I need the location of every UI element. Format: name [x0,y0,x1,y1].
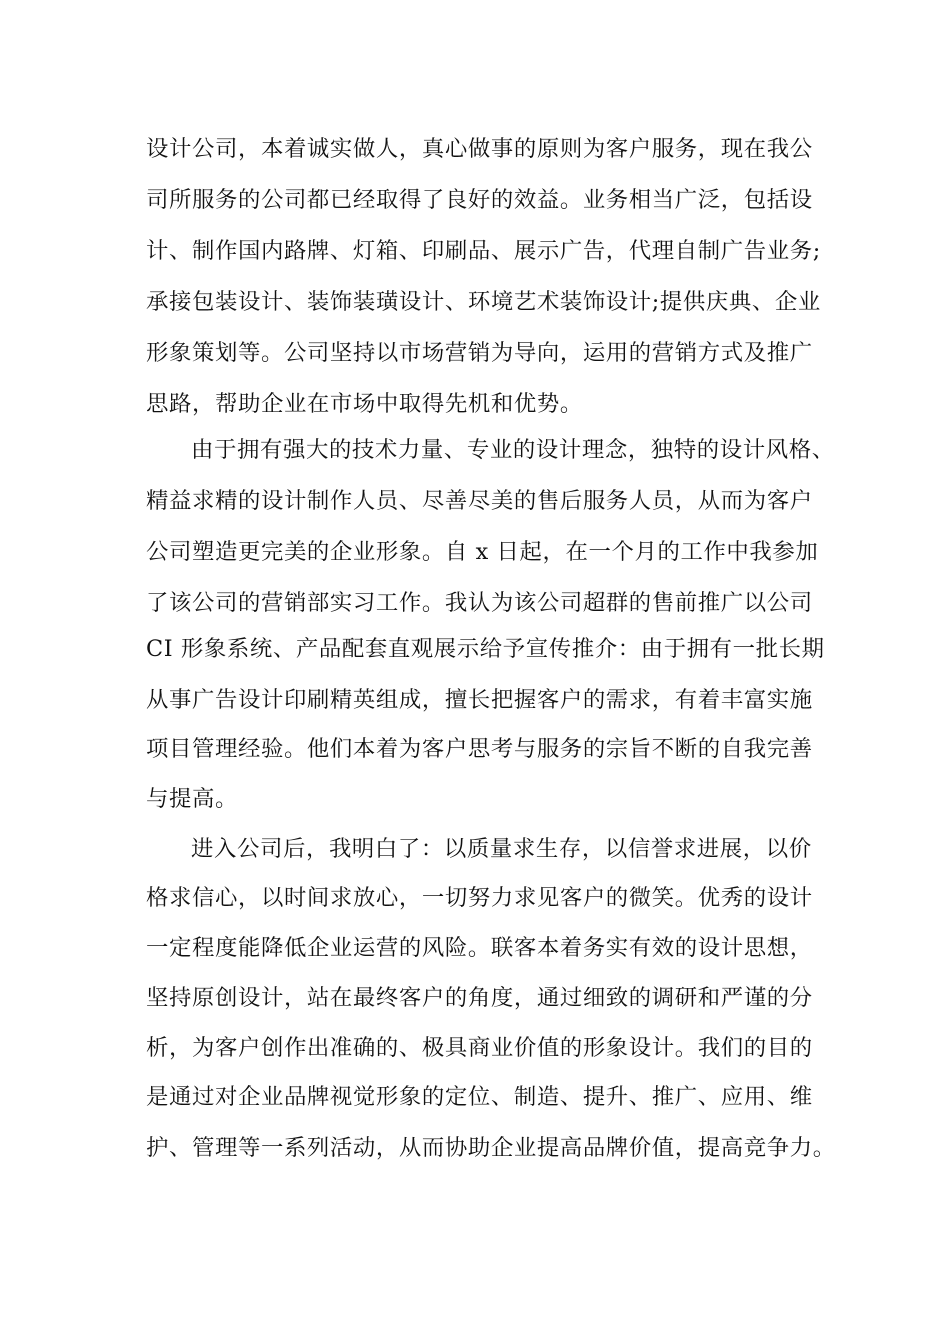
p2-line-2: 精益求精的设计制作人员、尽善尽美的售后服务人员，从而为客户 [146,488,813,514]
p3-line-1: 进入公司后，我明白了：以质量求生存，以信誉求进展，以价 [191,836,812,862]
p2-line-8: 与提高。 [146,786,238,812]
p3-line-5: 析，为客户创作出准确的、极具商业价值的形象设计。我们的目的 [146,1035,813,1061]
p3-line-3: 一定程度能降低企业运营的风险。联客本着务实有效的设计思想， [146,935,813,961]
p1-line-6: 思路，帮助企业在市场中取得先机和优势。 [146,391,583,417]
p2-line-1: 由于拥有强大的技术力量、专业的设计理念，独特的设计风格、 [191,437,835,463]
p1-line-3: 计、制作国内路牌、灯箱、印刷品、展示广告，代理自制广告业务; [146,238,821,264]
p2-line-3: 公司塑造更完美的企业形象。自 x 日起，在一个月的工作中我参加 [146,539,819,565]
p3-line-7: 护、管理等一系列活动，从而协助企业提高品牌价值，提高竞争力。 [146,1135,836,1161]
p1-line-4: 承接包装设计、装饰装璜设计、环境艺术装饰设计;提供庆典、企业 [146,289,821,315]
p2-line-7: 项目管理经验。他们本着为客户思考与服务的宗旨不断的自我完善 [146,736,813,762]
p3-line-4: 坚持原创设计，站在最终客户的角度，通过细致的调研和严谨的分 [146,985,813,1011]
p3-line-2: 格求信心，以时间求放心，一切努力求见客户的微笑。优秀的设计 [146,885,813,911]
p2-line-6: 从事广告设计印刷精英组成，擅长把握客户的需求，有着丰富实施 [146,687,813,713]
p1-line-2: 司所服务的公司都已经取得了良好的效益。业务相当广泛，包括设 [146,187,813,213]
p1-line-1: 设计公司，本着诚实做人，真心做事的原则为客户服务，现在我公 [146,136,813,162]
p2-line-4: 了该公司的营销部实习工作。我认为该公司超群的售前推广以公司 [146,590,813,616]
p1-line-5: 形象策划等。公司坚持以市场营销为导向，运用的营销方式及推广 [146,340,813,366]
p3-line-6: 是通过对企业品牌视觉形象的定位、制造、提升、推广、应用、维 [146,1084,813,1110]
p2-line-5: CI 形象系统、产品配套直观展示给予宣传推介：由于拥有一批长期 [146,636,825,662]
